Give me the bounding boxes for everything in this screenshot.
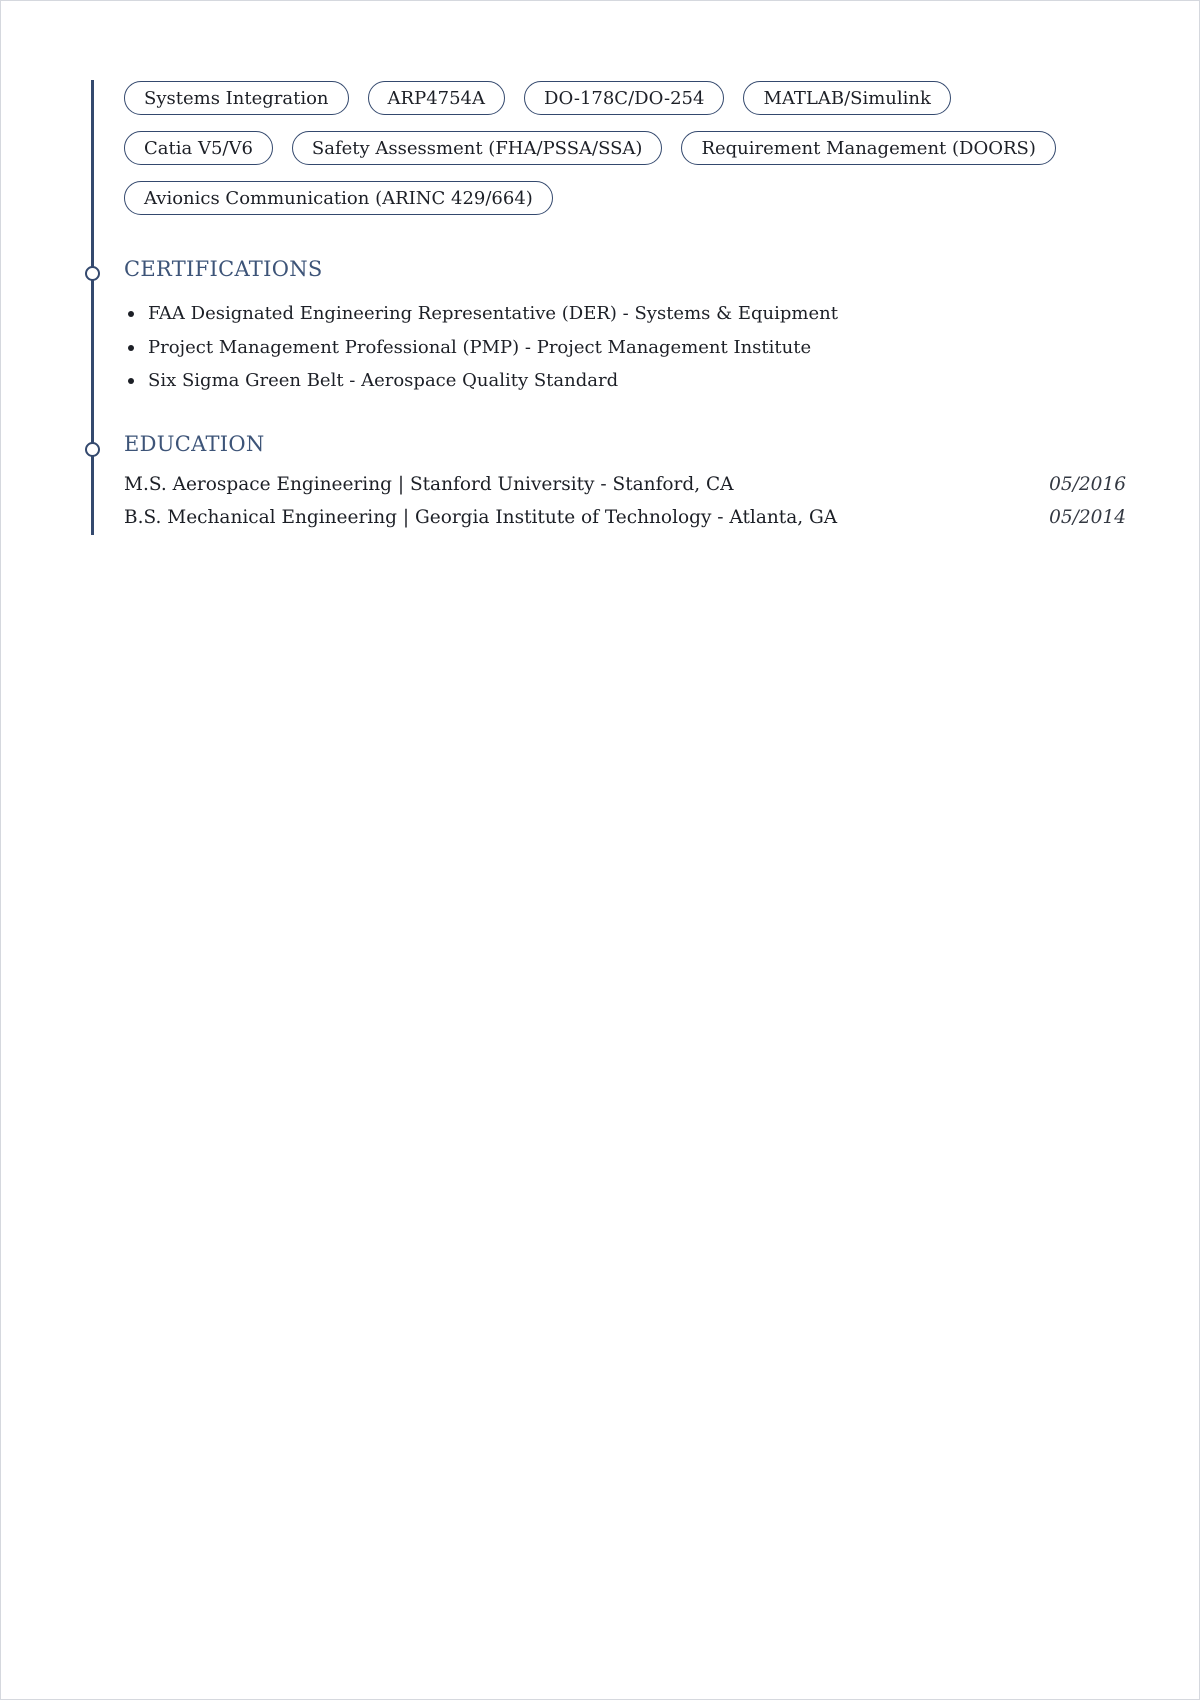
education-entry [124, 468, 1126, 502]
skill-chip: Requirement Management (DOORS) [681, 131, 1055, 165]
education-date: 05/2014 [1049, 507, 1126, 528]
skills-list [124, 81, 1104, 215]
timeline-line [91, 80, 94, 535]
certification-item: Project Management Professional (PMP) - Project Management Institute [124, 331, 1126, 365]
skill-chip: Catia V5/V6 [124, 131, 273, 165]
skill-chip: Safety Assessment (FHA/PSSA/SSA) [292, 131, 663, 165]
education-list [124, 468, 1126, 535]
certification-item: Six Sigma Green Belt - Aerospace Quality Standard [124, 364, 1126, 398]
education-entry [124, 501, 1126, 535]
education-heading: EDUCATION [124, 431, 265, 456]
education-date: 05/2016 [1049, 473, 1126, 495]
skill-chip: MATLAB/Simulink [743, 81, 950, 115]
resume-content [124, 81, 1126, 535]
certifications-timeline-node [85, 266, 100, 281]
skill-chip: ARP4754A [368, 81, 505, 115]
certification-item: FAA Designated Engineering Representative (DER) - Systems & Equipment [124, 297, 1126, 331]
education-degree: M.S. Aerospace Engineering | Stanford University - Stanford, CA [124, 473, 734, 495]
certifications-list [124, 297, 1126, 398]
skill-chip: Avionics Communication (ARINC 429/664) [124, 181, 553, 215]
education-degree: B.S. Mechanical Engineering | Georgia Institute of Technology - Atlanta, GA [124, 507, 838, 528]
skill-chip: DO-178C/DO-254 [524, 81, 724, 115]
education-timeline-node [85, 442, 100, 457]
skill-chip: Systems Integration [124, 81, 349, 115]
certifications-heading: CERTIFICATIONS [124, 257, 323, 281]
